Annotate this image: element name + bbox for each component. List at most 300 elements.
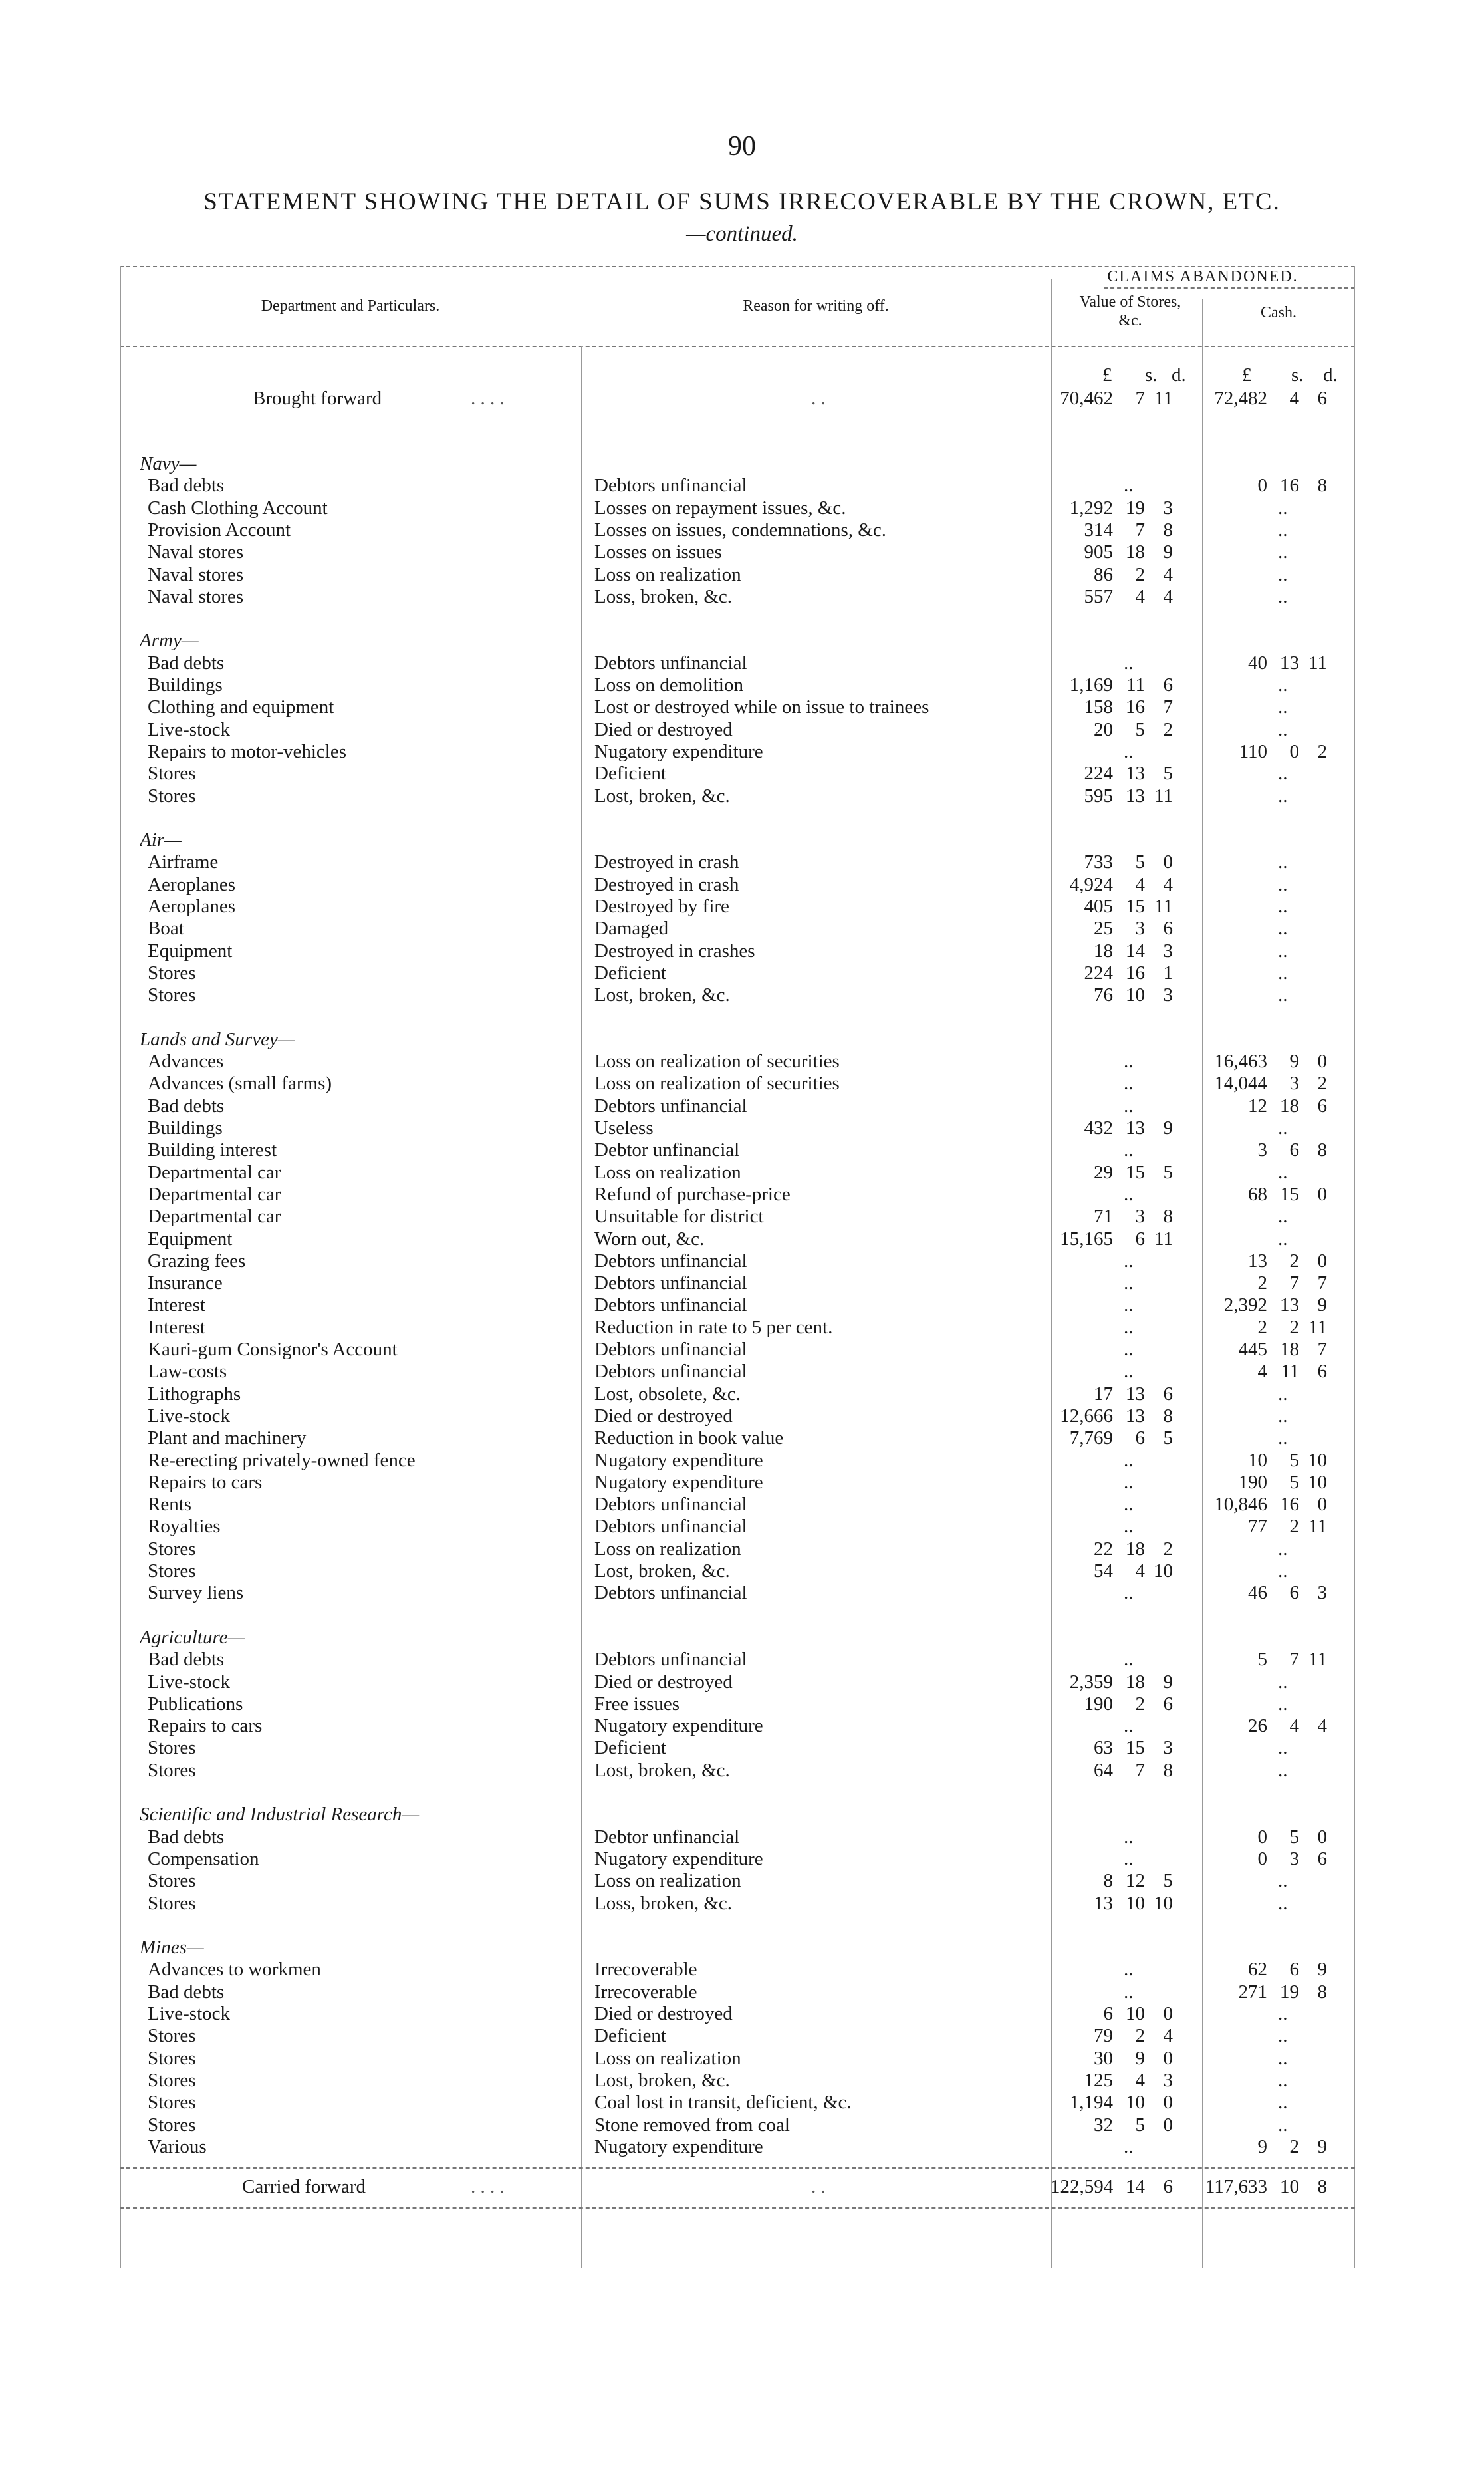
cash-cell-empty: .. bbox=[1278, 718, 1288, 740]
value-cell-part: 15 bbox=[1126, 1737, 1145, 1759]
value-cell-part: 2 bbox=[1163, 718, 1173, 740]
value-cell-part: 10 bbox=[1126, 2092, 1145, 2114]
value-cell-part: 4 bbox=[1135, 2069, 1145, 2091]
particular-text: Law-costs bbox=[148, 1361, 227, 1383]
value-cell-empty: .. bbox=[1124, 1649, 1134, 1671]
particular-text: Compensation bbox=[148, 1848, 259, 1869]
reason-text: Debtor unfinancial bbox=[594, 1139, 740, 1161]
value-cell-part: 9 bbox=[1163, 541, 1173, 563]
cash-cell-part: 2 bbox=[1289, 1316, 1299, 1338]
value-cell-part: 7 bbox=[1163, 696, 1173, 718]
cash-cell-part: 12 bbox=[1248, 1095, 1267, 1117]
cash-cell-empty: .. bbox=[1278, 585, 1288, 607]
table-row bbox=[120, 1050, 1355, 1073]
reason-text: Loss on realization bbox=[594, 1538, 741, 1560]
table-row bbox=[120, 1272, 1355, 1294]
value-cell-part: 5 bbox=[1163, 1870, 1173, 1892]
value-cell-part: 9 bbox=[1135, 2047, 1145, 2069]
value-cell-part: 4 bbox=[1135, 585, 1145, 607]
cash-cell-part: 2,392 bbox=[1223, 1294, 1267, 1316]
table-row bbox=[120, 2047, 1355, 2070]
value-cell-part: 13 bbox=[1126, 1405, 1145, 1427]
cash-cell-part: 7 bbox=[1317, 1272, 1327, 1294]
reason-cell bbox=[594, 718, 1047, 741]
table-row bbox=[120, 740, 1355, 763]
particular-text: Aeroplanes bbox=[148, 873, 236, 895]
particular-text: Airframe bbox=[148, 851, 219, 873]
reason-cell bbox=[594, 652, 1047, 674]
value-cell-empty: .. bbox=[1124, 1272, 1134, 1294]
particular-text: Equipment bbox=[148, 940, 233, 962]
value-cell-part: 5 bbox=[1163, 1161, 1173, 1183]
particular-text: Stores bbox=[148, 984, 196, 1006]
reason-cell bbox=[594, 474, 1047, 497]
particular-text: Bad debts bbox=[148, 1649, 225, 1671]
value-cell-part: 11 bbox=[1154, 785, 1173, 807]
value-cell-part: 5 bbox=[1163, 763, 1173, 785]
table-row bbox=[120, 1493, 1355, 1516]
cash-cell-part: 110 bbox=[1239, 740, 1267, 762]
value-cell-part: 86 bbox=[1094, 563, 1113, 585]
reason-text: Debtors unfinancial bbox=[594, 475, 747, 497]
header-reason: Reason for writing off. bbox=[743, 297, 889, 315]
reason-cell bbox=[594, 1582, 1047, 1604]
reason-text: Lost or destroyed while on issue to trainees bbox=[594, 696, 929, 718]
value-cell-part: 0 bbox=[1163, 2047, 1173, 2069]
particular-text: Departmental car bbox=[148, 1206, 281, 1228]
value-cell-part: 4,924 bbox=[1069, 873, 1113, 895]
table-row bbox=[120, 984, 1355, 1006]
particular-text: Departmental car bbox=[148, 1183, 281, 1205]
particular-text: Bad debts bbox=[148, 1826, 225, 1848]
value-cell-part: 1 bbox=[1163, 962, 1173, 984]
value-cell-part: 158 bbox=[1084, 696, 1113, 718]
reason-cell bbox=[594, 1848, 1047, 1870]
value-cell-part: 8 bbox=[1163, 1405, 1173, 1427]
cash-cell-part: 190 bbox=[1238, 1471, 1267, 1493]
reason-text: Destroyed in crashes bbox=[594, 940, 755, 962]
value-cell-empty: .. bbox=[1124, 475, 1134, 497]
particular-text: Stores bbox=[148, 2114, 196, 2136]
table-row bbox=[120, 652, 1355, 674]
section-heading bbox=[120, 1936, 1355, 1959]
reason-cell bbox=[594, 1892, 1047, 1915]
value-cell-part: 22 bbox=[1094, 1538, 1113, 1560]
table-row bbox=[120, 1869, 1355, 1892]
reason-cell bbox=[594, 1515, 1047, 1538]
table-row bbox=[120, 1560, 1355, 1582]
reason-cell bbox=[594, 1139, 1047, 1161]
particular-text: Various bbox=[148, 2136, 207, 2157]
particular-text: Naval stores bbox=[148, 563, 244, 585]
cash-cell-part: 11 bbox=[1308, 1316, 1327, 1338]
value-cell-part: 25 bbox=[1094, 918, 1113, 940]
cash-cell-empty: .. bbox=[1278, 541, 1288, 563]
reason-text: Debtors unfinancial bbox=[594, 1250, 747, 1272]
particular-text: Survey liens bbox=[148, 1582, 244, 1604]
value-cell-part: 6 bbox=[1163, 1383, 1173, 1405]
reason-text: Died or destroyed bbox=[594, 718, 733, 740]
cash-cell-part: 5 bbox=[1289, 1449, 1299, 1471]
table-row bbox=[120, 1538, 1355, 1560]
reason-cell bbox=[594, 541, 1047, 563]
section-title: Mines— bbox=[140, 1937, 204, 1959]
table-row bbox=[120, 1715, 1355, 1737]
reason-text: Loss on realization of securities bbox=[594, 1051, 840, 1073]
section-title: Air— bbox=[140, 829, 182, 851]
cash-cell-empty: .. bbox=[1278, 1759, 1288, 1781]
cash-cell-part: 10 bbox=[1308, 1471, 1327, 1493]
particular-text: Repairs to cars bbox=[148, 1715, 263, 1737]
value-cell-empty: .. bbox=[1124, 1294, 1134, 1316]
reason-text: Debtors unfinancial bbox=[594, 1361, 747, 1383]
reason-text: Nugatory expenditure bbox=[594, 1848, 763, 1869]
cash-cell-part: 10 bbox=[1248, 1449, 1267, 1471]
cash-cell-part: 7 bbox=[1317, 1339, 1327, 1360]
value-cell-part: 1,194 bbox=[1069, 2092, 1113, 2114]
value-cell-part: 9 bbox=[1163, 1117, 1173, 1139]
value-cell-part: 4 bbox=[1135, 873, 1145, 895]
particular-text: Provision Account bbox=[148, 519, 291, 541]
value-cell-empty: .. bbox=[1124, 1715, 1134, 1737]
particular-text: Clothing and equipment bbox=[148, 696, 334, 718]
reason-cell bbox=[594, 1405, 1047, 1427]
page-title: STATEMENT SHOWING THE DETAIL OF SUMS IRRECOVERABLE BY THE CROWN, ETC. bbox=[203, 188, 1281, 215]
cash-cell-part: 8 bbox=[1317, 1981, 1327, 2002]
value-cell-part: 18 bbox=[1094, 940, 1113, 962]
table-row bbox=[120, 1515, 1355, 1538]
cash-cell-part: 68 bbox=[1248, 1183, 1267, 1205]
table-row bbox=[120, 1693, 1355, 1715]
reason-text: Debtors unfinancial bbox=[594, 1649, 747, 1671]
value-cell-part: 12,666 bbox=[1060, 1405, 1113, 1427]
value-cell-part: 4 bbox=[1163, 873, 1173, 895]
cash-cell-empty: .. bbox=[1278, 962, 1288, 984]
value-cell-empty: .. bbox=[1124, 1139, 1134, 1161]
value-cell-part: 7 bbox=[1135, 1759, 1145, 1781]
carried-forward-leader: . . . . bbox=[471, 2176, 505, 2198]
cash-cell-part: 271 bbox=[1238, 1981, 1267, 2002]
value-cell-empty: .. bbox=[1124, 1051, 1134, 1073]
reason-text: Nugatory expenditure bbox=[594, 1715, 763, 1737]
particular-text: Boat bbox=[148, 918, 184, 940]
reason-text: Losses on repayment issues, &c. bbox=[594, 497, 846, 519]
cash-cell-part: 6 bbox=[1317, 1361, 1327, 1383]
value-cell-part: 5 bbox=[1135, 2114, 1145, 2136]
cash-cell-empty: .. bbox=[1278, 1870, 1288, 1892]
value-cell-part: 8 bbox=[1103, 1870, 1113, 1892]
cash-cell-part: 62 bbox=[1248, 1959, 1267, 1981]
reason-cell bbox=[594, 2136, 1047, 2158]
particular-text: Bad debts bbox=[148, 1095, 225, 1117]
reason-text: Stone removed from coal bbox=[594, 2114, 790, 2136]
reason-text: Destroyed in crash bbox=[594, 851, 739, 873]
reason-cell bbox=[594, 1338, 1047, 1361]
cash-cell-part: 445 bbox=[1238, 1339, 1267, 1360]
particular-text: Bad debts bbox=[148, 475, 225, 497]
value-cell-empty: .. bbox=[1124, 1471, 1134, 1493]
value-cell-part: 190 bbox=[1084, 1693, 1113, 1715]
cash-cell-part: 2 bbox=[1289, 1250, 1299, 1272]
value-cell-part: 3 bbox=[1135, 1206, 1145, 1228]
cash-cell-part: 40 bbox=[1248, 652, 1267, 674]
section-heading bbox=[120, 1626, 1355, 1649]
reason-cell bbox=[594, 2002, 1047, 2025]
section-title: Navy— bbox=[140, 453, 197, 474]
value-cell-part: 8 bbox=[1163, 1206, 1173, 1228]
table-row bbox=[120, 696, 1355, 718]
cash-cell-part: 77 bbox=[1248, 1516, 1267, 1538]
statement-table bbox=[120, 266, 1355, 2261]
bf-value-pence: 11 bbox=[1154, 388, 1173, 409]
reason-text: Worn out, &c. bbox=[594, 1228, 705, 1250]
value-cell-empty: .. bbox=[1124, 1981, 1134, 2002]
cf-value-pounds: 122,594 bbox=[1051, 2176, 1114, 2198]
section-title: Lands and Survey— bbox=[140, 1028, 295, 1050]
reason-cell bbox=[594, 1736, 1047, 1759]
table-row bbox=[120, 940, 1355, 962]
cash-cell-part: 0 bbox=[1317, 1826, 1327, 1848]
cash-cell-part: 2 bbox=[1317, 1073, 1327, 1095]
cash-cell-empty: .. bbox=[1278, 1117, 1288, 1139]
cash-cell-empty: .. bbox=[1278, 674, 1288, 696]
unit-shilling-cash: s. bbox=[1291, 364, 1304, 386]
particular-text: Stores bbox=[148, 962, 196, 984]
value-cell-part: 4 bbox=[1163, 585, 1173, 607]
value-cell-empty: .. bbox=[1124, 2136, 1134, 2157]
reason-text: Loss on realization of securities bbox=[594, 1073, 840, 1095]
reason-text: Reduction in book value bbox=[594, 1427, 784, 1449]
cash-cell-part: 0 bbox=[1317, 1250, 1327, 1272]
table-row bbox=[120, 1671, 1355, 1693]
value-cell-part: 7,769 bbox=[1069, 1427, 1113, 1449]
reason-cell bbox=[594, 1869, 1047, 1892]
reason-text: Died or destroyed bbox=[594, 2003, 733, 2024]
cash-cell-part: 6 bbox=[1289, 1139, 1299, 1161]
particular-text: Grazing fees bbox=[148, 1250, 246, 1272]
reason-text: Irrecoverable bbox=[594, 1981, 697, 2002]
cash-cell-empty: .. bbox=[1278, 851, 1288, 873]
reason-cell bbox=[594, 1272, 1047, 1294]
header-cash: Cash. bbox=[1261, 304, 1297, 321]
table-row bbox=[120, 873, 1355, 896]
reason-cell bbox=[594, 2024, 1047, 2047]
table-row bbox=[120, 2024, 1355, 2047]
cash-cell-empty: .. bbox=[1278, 1538, 1288, 1560]
table-row bbox=[120, 1427, 1355, 1449]
table-row bbox=[120, 2069, 1355, 2092]
particular-text: Re-erecting privately-owned fence bbox=[148, 1449, 416, 1471]
value-cell-part: 2 bbox=[1135, 2025, 1145, 2047]
particular-text: Live-stock bbox=[148, 2003, 231, 2024]
reason-cell bbox=[594, 1826, 1047, 1848]
cash-cell-empty: .. bbox=[1278, 984, 1288, 1006]
reason-cell bbox=[594, 1228, 1047, 1250]
cash-cell-part: 15 bbox=[1280, 1183, 1299, 1205]
table-row bbox=[120, 1892, 1355, 1915]
value-cell-part: 6 bbox=[1163, 918, 1173, 940]
table-row bbox=[120, 785, 1355, 807]
reason-text: Unsuitable for district bbox=[594, 1206, 764, 1228]
value-cell-part: 54 bbox=[1094, 1560, 1113, 1582]
particular-text: Equipment bbox=[148, 1228, 233, 1250]
cash-cell-empty: .. bbox=[1278, 763, 1288, 785]
cash-cell-part: 9 bbox=[1317, 1294, 1327, 1316]
particular-text: Kauri-gum Consignor's Account bbox=[148, 1339, 398, 1360]
value-cell-part: 1,169 bbox=[1069, 674, 1113, 696]
table-row bbox=[120, 497, 1355, 519]
value-cell-part: 5 bbox=[1163, 1427, 1173, 1449]
reason-cell bbox=[594, 851, 1047, 873]
particular-text: Live-stock bbox=[148, 1671, 231, 1693]
cash-cell-part: 0 bbox=[1317, 1051, 1327, 1073]
table-row bbox=[120, 718, 1355, 741]
value-cell-part: 1,292 bbox=[1069, 497, 1113, 519]
value-cell-part: 16 bbox=[1126, 962, 1145, 984]
reason-cell bbox=[594, 1072, 1047, 1095]
cash-cell-empty: .. bbox=[1278, 2069, 1288, 2091]
reason-text: Free issues bbox=[594, 1693, 680, 1715]
table-row bbox=[120, 563, 1355, 586]
particular-text: Stores bbox=[148, 2047, 196, 2069]
section-heading bbox=[120, 1803, 1355, 1826]
cash-cell-empty: .. bbox=[1278, 1228, 1288, 1250]
value-cell-empty: .. bbox=[1124, 1848, 1134, 1869]
table-row bbox=[120, 917, 1355, 940]
table-row bbox=[120, 1117, 1355, 1139]
unit-pence-cash: d. bbox=[1323, 364, 1338, 386]
table-row bbox=[120, 585, 1355, 608]
cash-cell-part: 16,463 bbox=[1214, 1051, 1267, 1073]
particular-text: Aeroplanes bbox=[148, 896, 236, 917]
cash-cell-part: 9 bbox=[1317, 2136, 1327, 2157]
reason-text: Deficient bbox=[594, 962, 666, 984]
reason-cell bbox=[594, 1958, 1047, 1981]
reason-text: Losses on issues bbox=[594, 541, 722, 563]
cash-cell-empty: .. bbox=[1278, 785, 1288, 807]
cash-cell-empty: .. bbox=[1278, 2025, 1288, 2047]
value-cell-part: 15,165 bbox=[1060, 1228, 1113, 1250]
cash-cell-part: 6 bbox=[1317, 1095, 1327, 1117]
value-cell-part: 3 bbox=[1163, 497, 1173, 519]
table-row bbox=[120, 962, 1355, 984]
header-department: Department and Particulars. bbox=[261, 297, 440, 315]
cash-cell-part: 46 bbox=[1248, 1582, 1267, 1604]
cash-cell-part: 7 bbox=[1289, 1272, 1299, 1294]
reason-text: Deficient bbox=[594, 2025, 666, 2047]
value-cell-part: 15 bbox=[1126, 896, 1145, 917]
value-cell-part: 71 bbox=[1094, 1206, 1113, 1228]
particular-text: Naval stores bbox=[148, 585, 244, 607]
cash-cell-part: 5 bbox=[1289, 1826, 1299, 1848]
cash-cell-part: 26 bbox=[1248, 1715, 1267, 1737]
unit-pound-cash: £ bbox=[1242, 364, 1252, 386]
reason-cell bbox=[594, 585, 1047, 608]
value-cell-part: 6 bbox=[1163, 1693, 1173, 1715]
reason-cell bbox=[594, 2091, 1047, 2114]
value-cell-part: 32 bbox=[1094, 2114, 1113, 2136]
value-cell-part: 10 bbox=[1126, 2003, 1145, 2024]
table-row bbox=[120, 1360, 1355, 1383]
page-subtitle: —continued. bbox=[686, 222, 798, 246]
bf-value-shillings: 7 bbox=[1135, 388, 1145, 409]
reason-cell bbox=[594, 1161, 1047, 1184]
value-cell-part: 12 bbox=[1126, 1870, 1145, 1892]
table-row bbox=[120, 1736, 1355, 1759]
brought-forward-row bbox=[120, 387, 1355, 410]
cf-cash-pence: 8 bbox=[1317, 2176, 1327, 2198]
particular-text: Stores bbox=[148, 1737, 196, 1759]
cash-cell-part: 3 bbox=[1289, 1073, 1299, 1095]
particular-text: Stores bbox=[148, 1870, 196, 1892]
reason-cell bbox=[594, 1250, 1047, 1272]
cash-cell-empty: .. bbox=[1278, 1206, 1288, 1228]
reason-text: Loss on realization bbox=[594, 1161, 741, 1183]
reason-cell bbox=[594, 2069, 1047, 2092]
value-cell-part: 224 bbox=[1084, 962, 1113, 984]
particular-text: Interest bbox=[148, 1294, 205, 1316]
table-row bbox=[120, 1648, 1355, 1671]
value-cell-part: 3 bbox=[1135, 918, 1145, 940]
carried-forward-row bbox=[120, 2175, 1355, 2198]
value-cell-part: 13 bbox=[1126, 785, 1145, 807]
value-cell-part: 64 bbox=[1094, 1759, 1113, 1781]
table-row bbox=[120, 1183, 1355, 1206]
value-cell-part: 8 bbox=[1163, 519, 1173, 541]
cash-cell-part: 8 bbox=[1317, 1139, 1327, 1161]
reason-cell bbox=[594, 984, 1047, 1006]
table-row bbox=[120, 1228, 1355, 1250]
claims-rule bbox=[1104, 287, 1355, 289]
value-cell-empty: .. bbox=[1124, 1095, 1134, 1117]
cash-cell-part: 2 bbox=[1317, 740, 1327, 762]
reason-text: Debtors unfinancial bbox=[594, 1494, 747, 1516]
reason-text: Nugatory expenditure bbox=[594, 2136, 763, 2157]
value-cell-part: 7 bbox=[1135, 519, 1145, 541]
value-cell-part: 733 bbox=[1084, 851, 1113, 873]
cash-cell-part: 5 bbox=[1257, 1649, 1267, 1671]
table-row bbox=[120, 1316, 1355, 1339]
cash-cell-part: 7 bbox=[1289, 1649, 1299, 1671]
reason-text: Lost, broken, &c. bbox=[594, 1560, 730, 1582]
reason-cell bbox=[594, 1117, 1047, 1139]
brought-forward-label: Brought forward bbox=[253, 388, 382, 409]
cash-cell-part: 16 bbox=[1280, 475, 1299, 497]
reason-text: Destroyed by fire bbox=[594, 896, 729, 917]
page-number: 90 bbox=[728, 131, 756, 162]
cash-cell-empty: .. bbox=[1278, 940, 1288, 962]
value-cell-part: 29 bbox=[1094, 1161, 1113, 1183]
cash-cell-part: 10,846 bbox=[1214, 1494, 1267, 1516]
table-row bbox=[120, 851, 1355, 873]
reason-cell bbox=[594, 1095, 1047, 1117]
bf-cash-shillings: 4 bbox=[1289, 388, 1299, 409]
value-cell-empty: .. bbox=[1124, 1582, 1134, 1604]
reason-cell bbox=[594, 1427, 1047, 1449]
cash-cell-part: 18 bbox=[1280, 1095, 1299, 1117]
cf-value-pence: 6 bbox=[1163, 2176, 1173, 2198]
reason-cell bbox=[594, 1693, 1047, 1715]
cash-cell-empty: .. bbox=[1278, 696, 1288, 718]
value-cell-empty: .. bbox=[1124, 1250, 1134, 1272]
cash-cell-part: 3 bbox=[1257, 1139, 1267, 1161]
table-row bbox=[120, 474, 1355, 497]
reason-text: Loss on realization bbox=[594, 563, 741, 585]
cash-cell-part: 4 bbox=[1289, 1715, 1299, 1737]
carried-forward-label: Carried forward bbox=[242, 2176, 366, 2198]
reason-text: Lost, broken, &c. bbox=[594, 2069, 730, 2091]
section-heading bbox=[120, 452, 1355, 475]
